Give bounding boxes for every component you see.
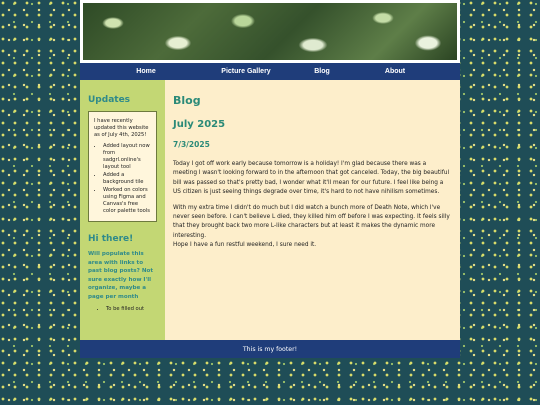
header-banner bbox=[80, 0, 460, 63]
nav-about-link[interactable]: About bbox=[384, 68, 406, 75]
updates-intro: I have recently updated this website as of July 4th, 2025! bbox=[94, 118, 149, 138]
post-paragraph: Hope I have a fun restful weekend, I sure need it. bbox=[173, 242, 317, 249]
hi-there-text: Will populate this area with links to past blog posts? Not sure exactly how I'll organize, maybe a page per month bbox=[88, 251, 154, 300]
nav-blog-link[interactable]: Blog bbox=[314, 68, 330, 75]
past-posts-list bbox=[88, 306, 157, 312]
nav-picture-gallery-link[interactable]: Picture Gallery bbox=[221, 68, 271, 75]
footer: This is my footer! bbox=[80, 340, 460, 358]
sidebar bbox=[80, 80, 165, 340]
updates-list-item: • Added a background tile bbox=[103, 172, 151, 186]
page-wrapper bbox=[80, 0, 460, 358]
nav-bar bbox=[80, 63, 460, 80]
main-content bbox=[165, 80, 460, 340]
updates-box bbox=[88, 111, 157, 222]
nav-home-link[interactable]: Home bbox=[136, 68, 156, 75]
past-posts-list-item: • To be filled out bbox=[106, 306, 157, 312]
post-paragraph: Today I got off work early because tomorrow is a holiday! I'm glad because there was a meeting I wasn't looking forward to in the afternoon that got canceled. Today, the big beautiful bill was passed so that's pretty bad, I wonder what it'll mean for our future. I feel like being a US citizen is just seeing things degrade over time, it's hard to not have nihilism sometimes. bbox=[173, 161, 450, 196]
month-heading: July 2025 bbox=[173, 119, 226, 130]
banner-plant-image bbox=[83, 3, 457, 60]
post-paragraph: With my extra time I didn't do much but I did watch a bunch more of Death Note, which I've never seen before. I can't believe L died, they killed him off before I was expecting. It feels silly that they brought back two more L-like characters but at least it makes the dynamic more interesting. bbox=[173, 204, 450, 239]
page-title: Blog bbox=[173, 94, 201, 107]
post-date: 7/3/2025 bbox=[173, 140, 210, 149]
hi-there-title: Hi there! bbox=[88, 234, 134, 244]
updates-title: Updates bbox=[88, 95, 131, 105]
updates-list-item: • Worked on colors using Figma and Canvas's free color palette tools bbox=[103, 187, 151, 215]
updates-list-item: • Added layout now from sadgrl.online's layout tool bbox=[103, 143, 151, 171]
updates-list bbox=[94, 143, 151, 215]
